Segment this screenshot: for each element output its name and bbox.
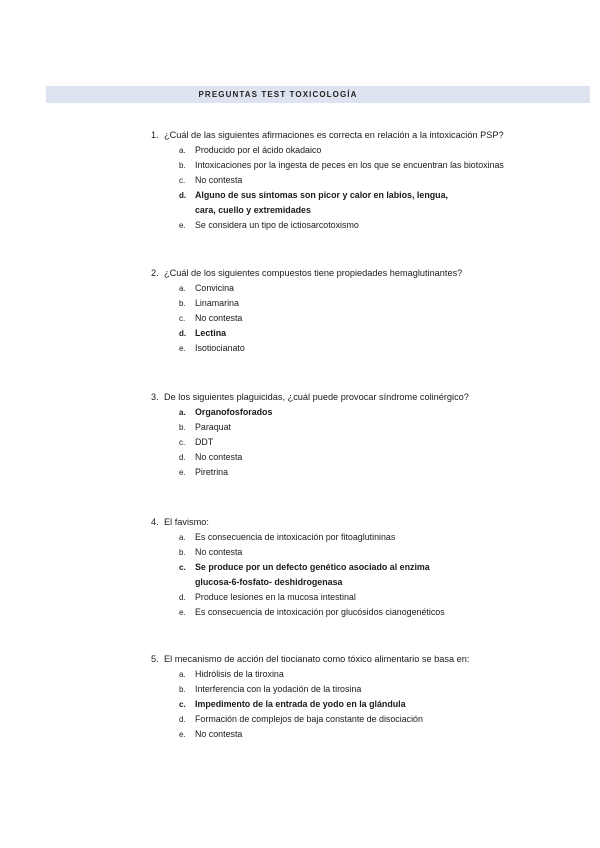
option-a-correct xyxy=(179,405,571,420)
question-text: ¿Cuál de las siguientes afirmaciones es correcta en relación a la intoxicación PSP? xyxy=(164,130,504,140)
option-text: Producido por el ácido okadaico xyxy=(195,145,322,155)
question-number: 2. xyxy=(151,268,159,278)
option-letter: a. xyxy=(179,146,186,155)
option-text: No contesta xyxy=(195,313,243,323)
option-a xyxy=(179,667,571,682)
option-text: Paraquat xyxy=(195,422,232,432)
question-2 xyxy=(151,267,571,356)
option-text: Linamarina xyxy=(195,298,239,308)
option-letter: e. xyxy=(179,608,186,617)
option-text: Formación de complejos de baja constante de disociación xyxy=(195,714,423,724)
option-e xyxy=(179,605,571,620)
question-line xyxy=(151,653,571,665)
options-list xyxy=(179,667,571,742)
option-letter: c. xyxy=(179,176,186,185)
option-letter: a. xyxy=(179,408,186,417)
option-b xyxy=(179,682,571,697)
option-text: No contesta xyxy=(195,729,243,739)
option-text xyxy=(195,560,571,590)
question-4 xyxy=(151,516,571,620)
option-text: Interferencia con la yodación de la tirosina xyxy=(195,684,362,694)
option-a xyxy=(179,530,571,545)
option-letter: a. xyxy=(179,284,186,293)
options-list xyxy=(179,530,571,620)
option-letter: e. xyxy=(179,468,186,477)
option-letter: b. xyxy=(179,161,186,170)
option-d xyxy=(179,712,571,727)
option-text: Impedimento de la entrada de yodo en la glándula xyxy=(195,699,406,709)
option-text-line-1: Alguno de sus síntomas son picor y calor en labios, lengua, xyxy=(195,190,448,200)
option-letter: e. xyxy=(179,221,186,230)
option-text xyxy=(195,188,571,218)
option-letter: e. xyxy=(179,730,186,739)
option-d xyxy=(179,450,571,465)
option-text: No contesta xyxy=(195,175,243,185)
option-text: No contesta xyxy=(195,452,243,462)
option-letter: b. xyxy=(179,548,186,557)
option-letter: e. xyxy=(179,344,186,353)
option-text: Isotiocianato xyxy=(195,343,245,353)
option-letter: d. xyxy=(179,453,186,462)
question-1 xyxy=(151,129,571,233)
option-e xyxy=(179,218,571,233)
option-text: Intoxicaciones por la ingesta de peces en los que se encuentran las biotoxinas xyxy=(195,160,504,170)
option-b xyxy=(179,296,571,311)
option-letter: d. xyxy=(179,329,187,338)
option-letter: a. xyxy=(179,670,186,679)
option-c xyxy=(179,173,571,188)
option-letter: c. xyxy=(179,700,186,709)
option-text: Convicina xyxy=(195,283,234,293)
option-text: No contesta xyxy=(195,547,243,557)
header-bar xyxy=(46,86,590,103)
option-letter: c. xyxy=(179,438,186,447)
question-line xyxy=(151,129,571,141)
option-c xyxy=(179,311,571,326)
options-list xyxy=(179,143,571,233)
option-text: Es consecuencia de intoxicación por fitoaglutininas xyxy=(195,532,396,542)
options-list xyxy=(179,405,571,480)
option-e xyxy=(179,465,571,480)
option-text: Hidrólisis de la tiroxina xyxy=(195,669,284,679)
option-c-correct xyxy=(179,560,571,590)
option-text: Lectina xyxy=(195,328,227,338)
option-text: Es consecuencia de intoxicación por glucósidos cianogenéticos xyxy=(195,607,445,617)
option-d-correct xyxy=(179,188,571,218)
option-letter: b. xyxy=(179,423,186,432)
option-text-line-2: cara, cuello y extremidades xyxy=(195,205,311,215)
option-a xyxy=(179,143,571,158)
option-b xyxy=(179,420,571,435)
option-d xyxy=(179,590,571,605)
question-line xyxy=(151,516,571,528)
option-e xyxy=(179,727,571,742)
option-letter: d. xyxy=(179,715,186,724)
question-text: ¿Cuál de los siguientes compuestos tiene propiedades hemaglutinantes? xyxy=(164,268,463,278)
option-d-correct xyxy=(179,326,571,341)
option-letter: c. xyxy=(179,563,186,572)
question-line xyxy=(151,391,571,403)
option-letter: d. xyxy=(179,593,186,602)
question-number: 4. xyxy=(151,517,159,527)
question-text: De los siguientes plaguicidas, ¿cuál puede provocar síndrome colinérgico? xyxy=(164,392,469,402)
option-letter: b. xyxy=(179,299,186,308)
option-text: Piretrina xyxy=(195,467,229,477)
option-e xyxy=(179,341,571,356)
option-b xyxy=(179,545,571,560)
option-letter: c. xyxy=(179,314,186,323)
question-text: El mecanismo de acción del tiocianato como tóxico alimentario se basa en: xyxy=(164,654,470,664)
question-3 xyxy=(151,391,571,480)
option-text-line-1: Se produce por un defecto genético asociado al enzima xyxy=(195,562,430,572)
question-text: El favismo: xyxy=(164,517,209,527)
option-c-correct xyxy=(179,697,571,712)
option-a xyxy=(179,281,571,296)
option-letter: a. xyxy=(179,533,186,542)
question-number: 3. xyxy=(151,392,159,402)
option-c xyxy=(179,435,571,450)
option-text: Organofosforados xyxy=(195,407,273,417)
options-list xyxy=(179,281,571,356)
option-text: DDT xyxy=(195,437,214,447)
option-letter: b. xyxy=(179,685,186,694)
question-5 xyxy=(151,653,571,742)
page-title: PREGUNTAS TEST TOXICOLOGÍA xyxy=(198,90,358,99)
option-letter: d. xyxy=(179,191,187,200)
question-number: 1. xyxy=(151,130,159,140)
option-text: Se considera un tipo de ictiosarcotoxismo xyxy=(195,220,359,230)
option-text-line-2: glucosa-6-fosfato- deshidrogenasa xyxy=(195,577,343,587)
option-b xyxy=(179,158,571,173)
option-text: Produce lesiones en la mucosa intestinal xyxy=(195,592,356,602)
question-line xyxy=(151,267,571,279)
question-number: 5. xyxy=(151,654,159,664)
